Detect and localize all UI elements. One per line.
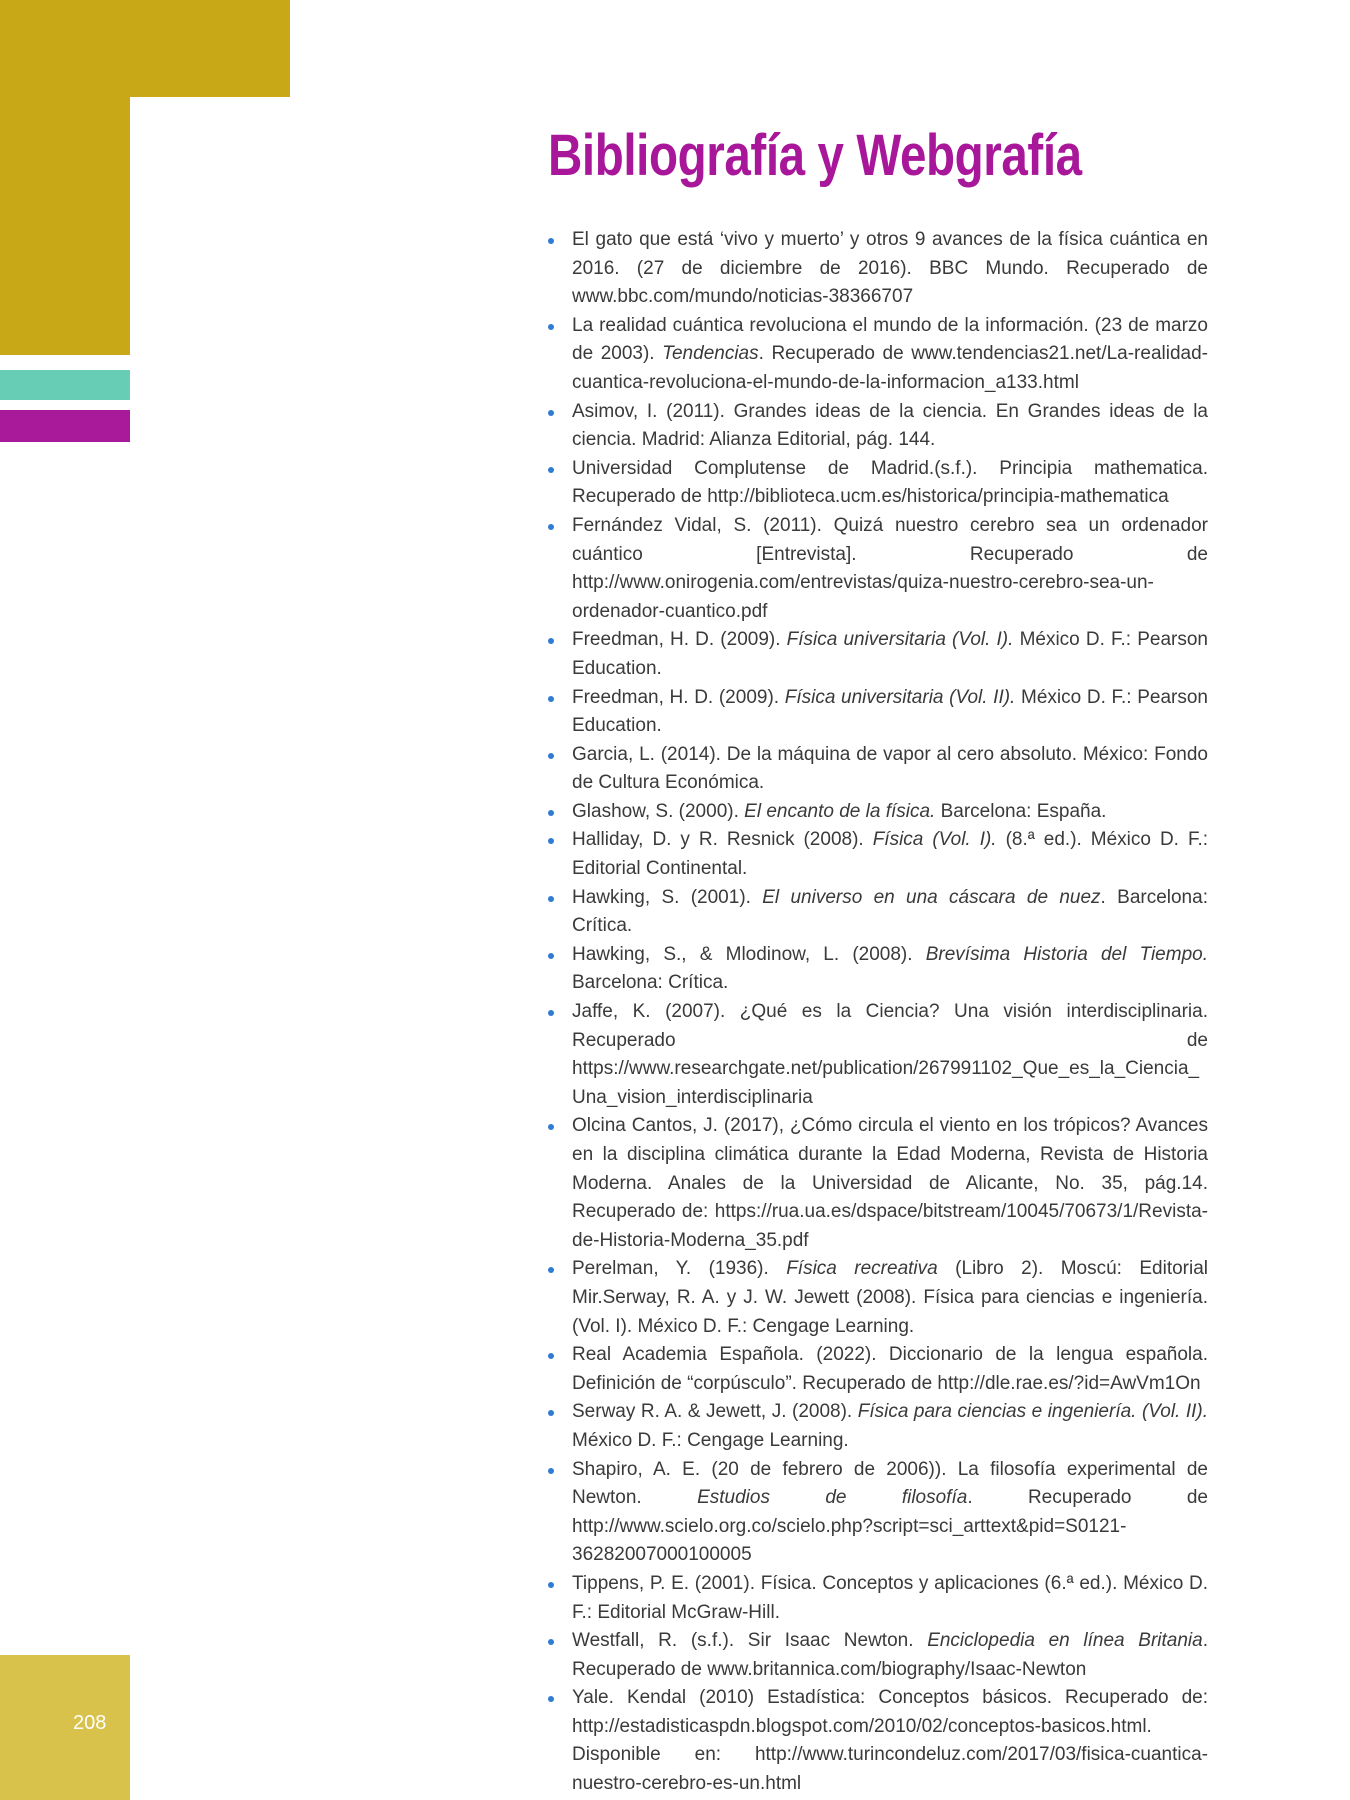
reference-text: Westfall, R. (s.f.). Sir Isaac Newton. — [572, 1630, 928, 1652]
reference-text: Real Academia Española. (2022). Diccionario de la lengua española. Definición de “corpúsculo”. Recuperado de http://dle.rae.es/?id=AwVm1On — [572, 1344, 1208, 1394]
reference-text: . Recuperado de www.britannica.com/biography/Isaac-Newton — [572, 1630, 1208, 1680]
decorative-gold-bar-side — [0, 97, 130, 355]
reference-item — [543, 1684, 1208, 1798]
reference-text: Universidad Complutense de Madrid.(s.f.). Principia mathematica. Recuperado de http://biblioteca.ucm.es/historica/principia-mathematica — [572, 457, 1208, 508]
reference-item — [543, 798, 1208, 827]
reference-text: (8.ª ed.). México D. F.: Editorial Continental. — [572, 829, 1209, 880]
reference-text: México D. F.: Pearson Education. — [572, 686, 1208, 737]
reference-title-italic: Estudios de filosofía — [697, 1487, 968, 1509]
reference-text: Garcia, L. (2014). De la máquina de vapor al cero absoluto. México: Fondo de Cultura Económica. — [572, 743, 1208, 794]
reference-title-italic: Brevísima Historia del Tiempo. — [925, 943, 1208, 965]
reference-item — [543, 741, 1208, 798]
reference-text: (Libro 2). Moscú: Editorial Mir.Serway, R. A. y J. W. Jewett (2008). Física para ciencias e ingeniería. (Vol. I). México D. F.: Cengage Learning. — [572, 1258, 1209, 1337]
reference-text: Asimov, I. (2011). Grandes ideas de la ciencia. En Grandes ideas de la ciencia. Madrid: Alianza Editorial, pág. 144. — [572, 400, 1208, 451]
reference-title-italic: Enciclopedia en línea Britania — [927, 1630, 1203, 1652]
reference-item — [543, 1255, 1208, 1341]
reference-text: Yale. Kendal (2010) Estadística: Conceptos básicos. Recuperado de: http://estadisticaspdn.blogspot.com/2010/02/conceptos-basicos.html. Disponible en: http://www.turincondeluz.com/2017/03/fisica-cuantica-nuestro-cerebro-es-un.html — [572, 1687, 1208, 1795]
reference-item — [543, 884, 1208, 941]
reference-item — [543, 226, 1208, 312]
reference-item — [543, 1456, 1208, 1570]
reference-text: Freedman, H. D. (2009). — [572, 629, 787, 651]
reference-item — [543, 455, 1208, 512]
reference-text: Halliday, D. y R. Resnick (2008). — [572, 829, 873, 851]
page-number: 208 — [73, 1712, 107, 1734]
reference-item — [543, 684, 1208, 741]
reference-text: Barcelona: España. — [935, 800, 1107, 822]
reference-text: La realidad cuántica revoluciona el mundo de la información. (23 de marzo de 2003). — [572, 314, 1208, 365]
reference-text: Serway R. A. & Jewett, J. (2008). — [572, 1401, 858, 1423]
reference-item — [543, 626, 1208, 683]
reference-item — [543, 1398, 1208, 1455]
page-title: Bibliografía y Webgrafía — [548, 123, 1082, 188]
reference-text: México D. F.: Pearson Education. — [572, 629, 1208, 679]
reference-text: El gato que está ‘vivo y muerto’ y otros 9 avances de la física cuántica en 2016. (27 de diciembre de 2016). BBC Mundo. Recuperado de www.bbc.com/mundo/noticias-38366707 — [572, 229, 1208, 308]
reference-title-italic: El universo en una cáscara de nuez — [762, 886, 1101, 908]
reference-title-italic: El encanto de la física. — [744, 800, 936, 822]
reference-item — [543, 398, 1208, 455]
reference-item — [543, 941, 1208, 998]
reference-title-italic: Física universitaria (Vol. I). — [786, 629, 1014, 651]
reference-item — [543, 998, 1208, 1112]
reference-item — [543, 1341, 1208, 1398]
reference-text: Hawking, S., & Mlodinow, L. (2008). — [572, 943, 926, 965]
reference-text: México D. F.: Cengage Learning. — [572, 1429, 849, 1451]
reference-title-italic: Física para ciencias e ingeniería. (Vol. II). — [857, 1401, 1208, 1423]
reference-item — [543, 826, 1208, 883]
reference-text: Fernández Vidal, S. (2011). Quizá nuestro cerebro sea un ordenador cuántico [Entrevista]. Recuperado de http://www.onirogenia.com/entrevistas/quiza-nuestro-cerebro-sea-un-ordenador-cuantico.pdf — [572, 514, 1208, 622]
reference-text: . Recuperado de www.tendencias21.net/La-realidad-cuantica-revoluciona-el-mundo-de-la-informacion_a133.html — [572, 343, 1208, 393]
reference-title-italic: Física recreativa — [786, 1258, 938, 1280]
reference-title-italic: Tendencias — [662, 343, 759, 365]
decorative-gold-bar-bottom — [0, 1655, 130, 1800]
reference-text: Freedman, H. D. (2009). — [572, 686, 785, 708]
reference-item — [543, 1112, 1208, 1255]
reference-text: Glashow, S. (2000). — [572, 800, 745, 822]
reference-text: Barcelona: Crítica. — [572, 972, 729, 994]
reference-text: Tippens, P. E. (2001). Física. Conceptos y aplicaciones (6.ª ed.). México D. F.: Editorial McGraw-Hill. — [572, 1572, 1208, 1623]
decorative-gold-bar-top — [0, 0, 290, 97]
reference-item — [543, 312, 1208, 398]
reference-title-italic: Física (Vol. I). — [872, 829, 997, 851]
reference-list — [543, 226, 1208, 1799]
reference-text: Jaffe, K. (2007). ¿Qué es la Ciencia? Una visión interdisciplinaria. Recuperado de https://www.researchgate.net/publication/267991102_Que_es_la_Ciencia_Una_vision_interdisciplinaria — [572, 1001, 1208, 1108]
reference-item — [543, 512, 1208, 626]
reference-text: Perelman, Y. (1936). — [572, 1258, 787, 1280]
reference-text: Hawking, S. (2001). — [572, 886, 763, 908]
reference-text: Olcina Cantos, J. (2017), ¿Cómo circula el viento en los trópicos? Avances en la disciplina climática durante la Edad Moderna, Revista de Historia Moderna. Anales de la Universidad de Alicante, No. 35, pág.14. Recuperado de: https://rua.ua.es/dspace/bitstream/10045/70673/1/Revista-de-Historia-Moderna_35.pdf — [572, 1115, 1208, 1251]
reference-text: . Barcelona: Crítica. — [572, 886, 1208, 937]
reference-title-italic: Física universitaria (Vol. II). — [784, 686, 1016, 708]
reference-text: . Recuperado de http://www.scielo.org.co/scielo.php?script=sci_arttext&pid=S0121-36282007000100005 — [572, 1487, 1208, 1566]
reference-item — [543, 1570, 1208, 1627]
decorative-teal-stripe — [0, 370, 130, 400]
reference-item — [543, 1627, 1208, 1684]
reference-text: Shapiro, A. E. (20 de febrero de 2006)). La filosofía experimental de Newton. — [572, 1458, 1208, 1509]
decorative-magenta-stripe — [0, 410, 130, 442]
